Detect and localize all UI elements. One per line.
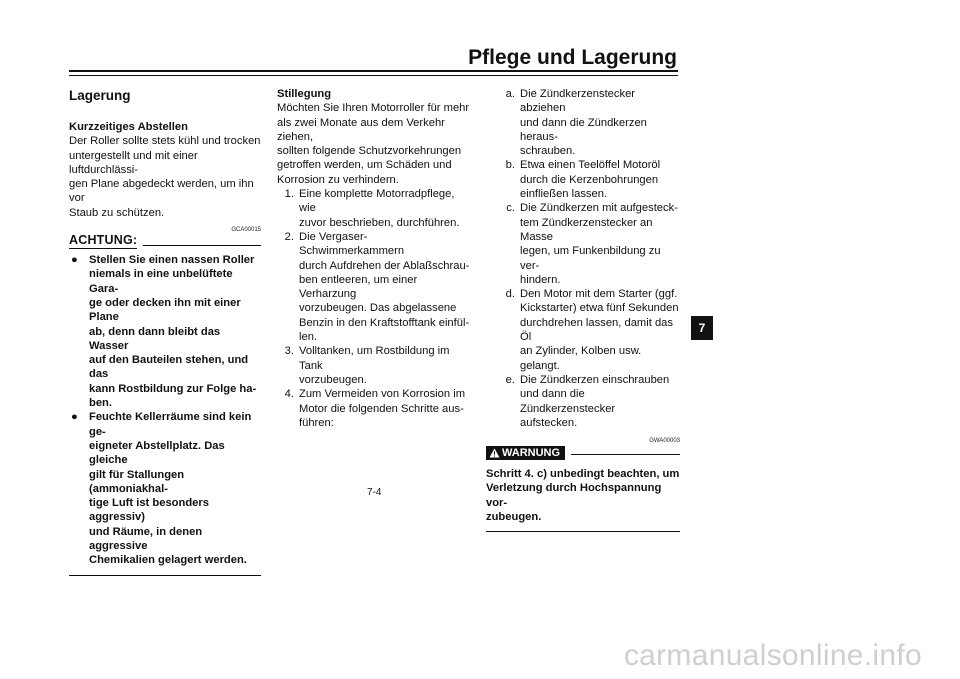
substep-line: Die Zündkerzen einschrauben xyxy=(520,373,670,386)
caution-label: ACHTUNG: xyxy=(69,233,137,249)
notice-rule xyxy=(143,245,261,246)
substep-line: einfließen lassen. xyxy=(520,188,608,201)
bullet-item xyxy=(69,253,261,410)
step-number: 4. xyxy=(284,388,294,401)
substep-line: durch die Kerzenbohrungen xyxy=(520,173,659,186)
step-number: 2. xyxy=(284,230,294,243)
step-line: ben entleeren, um einer Verharzung xyxy=(299,273,418,301)
substep-line: tem Zündkerzenstecker an Masse xyxy=(520,216,653,243)
warning-code: GWA00003 xyxy=(649,438,680,445)
steps-list xyxy=(277,187,471,430)
substep-line: schrauben. xyxy=(520,145,576,158)
substeps-list xyxy=(486,87,680,430)
page-title: Pflege und Lagerung xyxy=(468,46,677,69)
warning-text xyxy=(486,467,680,524)
bullet-line: ge oder decken ihn mit einer Plane xyxy=(89,296,241,324)
warning-rule xyxy=(571,454,680,455)
step-line: Eine komplette Motorradpflege, wie xyxy=(299,188,455,215)
bullet-line: auf den Bauteilen stehen, und das xyxy=(89,354,249,381)
substep-line: Den Motor mit dem Starter (ggf. xyxy=(520,288,678,301)
substep-line: Die Zündkerzen mit aufgesteck- xyxy=(520,202,678,215)
warning-badge xyxy=(486,446,565,460)
body-line: sollten folgende Schutzvorkehrungen xyxy=(277,145,462,158)
bullet-line: Chemikalien gelagert werden. xyxy=(89,554,247,567)
step-line: Benzin in den Kraftstofftank einfül- xyxy=(299,316,470,329)
list-item xyxy=(486,287,680,373)
list-item xyxy=(277,387,471,430)
bullet-line: Feuchte Kellerräume sind kein ge- xyxy=(89,411,252,438)
step-number: 3. xyxy=(284,345,294,358)
chapter-tab: 7 xyxy=(691,316,713,340)
list-item xyxy=(486,158,680,201)
substep-line: und dann die Zündkerzenstecker xyxy=(520,388,616,415)
list-item xyxy=(486,373,680,430)
header-rule-thin xyxy=(69,75,678,76)
bullet-icon: ● xyxy=(71,254,78,267)
warning-line: Schritt 4. c) unbedingt beachten, um xyxy=(486,468,680,481)
body-line: Staub zu schützen. xyxy=(69,206,165,219)
bullet-icon: ● xyxy=(71,411,78,424)
bullet-line: ben. xyxy=(89,397,112,410)
bullet-line: tige Luft ist besonders aggressiv) xyxy=(89,497,209,524)
notice-header xyxy=(69,233,261,249)
step-line: Die Vergaser-Schwimmerkammern xyxy=(299,230,405,258)
step-line: zuvor beschrieben, durchführen. xyxy=(299,216,460,229)
substep-line: und dann die Zündkerzen heraus- xyxy=(520,116,647,143)
substep-line: Etwa einen Teelöffel Motoröl xyxy=(520,159,661,172)
substep-letter: d. xyxy=(505,288,515,301)
step-number: 1. xyxy=(284,188,294,201)
body-line: getroffen werden, um Schäden und xyxy=(277,159,452,172)
body-line: Korrosion zu verhindern. xyxy=(277,173,399,186)
warning-notice xyxy=(486,437,680,532)
substep-line: legen, um Funkenbildung zu ver- xyxy=(520,245,661,272)
substep-line: aufstecken. xyxy=(520,416,578,429)
substep-line: hindern. xyxy=(520,273,561,286)
bullet-line: kann Rostbildung zur Folge ha- xyxy=(89,382,257,395)
substep-line: Kickstarter) etwa fünf Sekunden xyxy=(520,302,679,315)
step-line: Zum Vermeiden von Korrosion im xyxy=(299,388,466,401)
header-rule xyxy=(69,70,678,72)
caution-bullets xyxy=(69,253,261,568)
step-line: führen: xyxy=(299,416,334,429)
bullet-line: niemals in eine unbelüftete Gara- xyxy=(89,268,233,295)
warning-triangle-icon xyxy=(489,448,500,458)
body-line: Der Roller sollte stets kühl und trocken xyxy=(69,135,261,148)
substep-line: durchdrehen lassen, damit das Öl xyxy=(520,316,673,344)
notice-end-rule xyxy=(69,575,261,576)
step-line: Volltanken, um Rostbildung im Tank xyxy=(299,345,450,372)
list-item xyxy=(277,344,471,387)
list-item xyxy=(486,201,680,287)
warning-label: WARNUNG xyxy=(502,446,561,459)
body-line: als zwei Monate aus dem Verkehr ziehen, xyxy=(277,116,445,143)
caution-notice xyxy=(69,226,261,576)
step-line: Motor die folgenden Schritte aus- xyxy=(299,402,464,415)
step-line: vorzubeugen. xyxy=(299,373,367,386)
section-title: Lagerung xyxy=(69,88,131,103)
column-left xyxy=(69,86,261,576)
substep-letter: c. xyxy=(506,202,515,215)
substep-letter: e. xyxy=(505,373,515,386)
list-item xyxy=(277,230,471,344)
step-line: durch Aufdrehen der Ablaßschrau- xyxy=(299,259,470,272)
substep-letter: b. xyxy=(505,159,515,172)
bullet-line: eigneter Abstellplatz. Das gleiche xyxy=(89,439,225,467)
list-item xyxy=(486,87,680,158)
bullet-item xyxy=(69,410,261,567)
substep-letter: a. xyxy=(505,88,515,100)
warning-line: Verletzung durch Hochspannung vor- xyxy=(486,482,662,509)
body-line: Möchten Sie Ihren Motorroller für mehr xyxy=(277,102,470,115)
body-line: gen Plane abgedeckt werden, um ihn vor xyxy=(69,178,254,205)
step-line: len. xyxy=(299,331,318,344)
column-right xyxy=(486,87,680,532)
page-number: 7-4 xyxy=(367,487,382,498)
bullet-line: und Räume, in denen aggressive xyxy=(89,525,203,553)
body-line: untergestellt und mit einer luftdurchlässi- xyxy=(69,149,198,176)
substep-line: an Zylinder, Kolben usw. gelangt. xyxy=(520,345,642,372)
warning-header xyxy=(486,445,680,461)
watermark: carmanualsonline.info xyxy=(623,639,922,672)
subsection-title: Kurzzeitiges Abstellen xyxy=(69,121,188,133)
notice-code: GCA00015 xyxy=(231,227,261,234)
step-line: vorzubeugen. Das abgelassene xyxy=(299,302,457,315)
warning-end-rule xyxy=(486,531,680,532)
column-middle xyxy=(277,87,471,430)
bullet-line: Stellen Sie einen nassen Roller xyxy=(89,254,255,267)
bullet-line: gilt für Stallungen (ammoniakhal- xyxy=(89,468,185,495)
substep-line: Die Zündkerzenstecker abziehen xyxy=(520,88,636,115)
list-item xyxy=(277,187,471,230)
bullet-line: ab, denn dann bleibt das Wasser xyxy=(89,325,221,352)
warning-line: zubeugen. xyxy=(486,511,542,524)
subsection-title: Stillegung xyxy=(277,88,332,100)
